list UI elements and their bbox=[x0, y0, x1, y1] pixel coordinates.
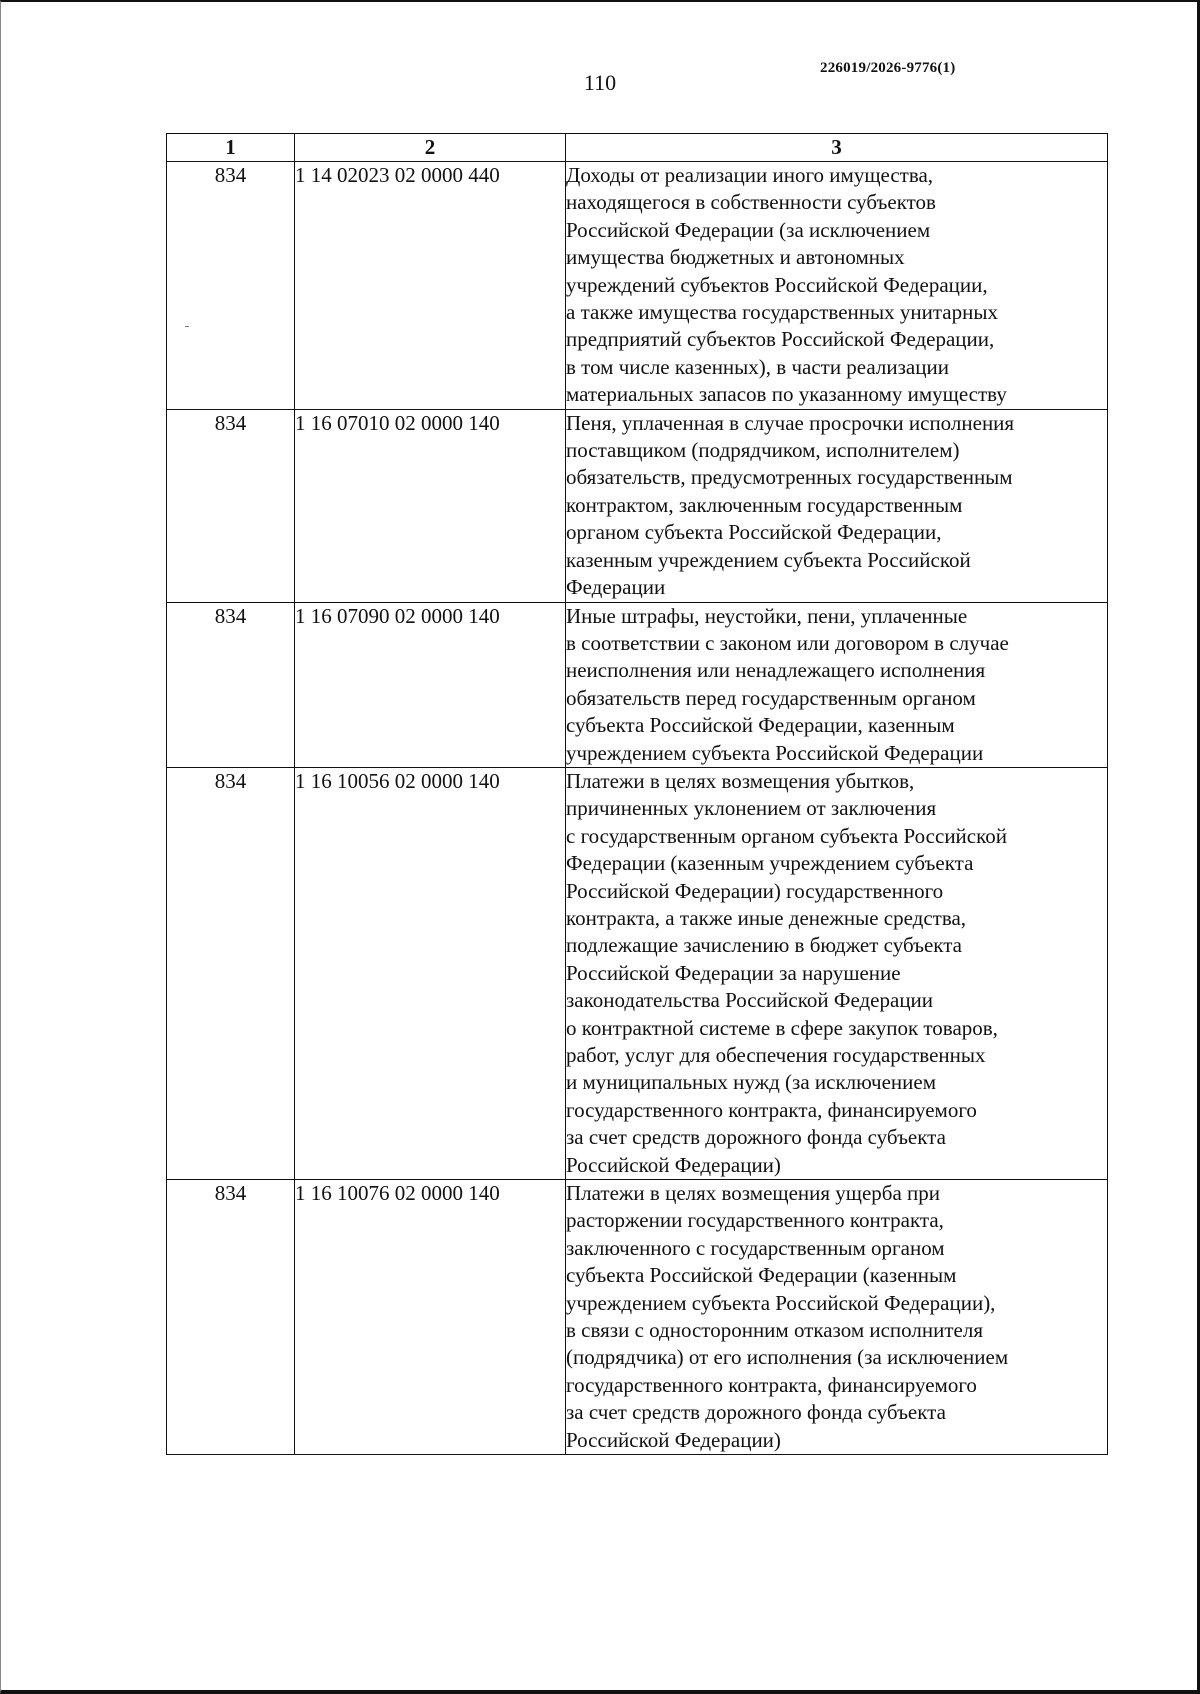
admin-code-cell: 834 bbox=[167, 409, 295, 602]
description-cell: Пеня, уплаченная в случае просрочки исполнения поставщиком (подрядчиком, исполнителем) обязательств, предусмотренных государственным контрактом, заключенным государственным органом субъекта Российской Федерации, казенным учреждением субъекта Российской Федерации bbox=[566, 409, 1108, 602]
admin-code-cell: 834 bbox=[167, 767, 295, 1179]
description-cell: Доходы от реализации иного имущества, находящегося в собственности субъектов Российской Федерации (за исключением имущества бюджетных и автономных учреждений субъектов Российской Федерации, а также имущества государственных унитарных предприятий субъектов Российской Федерации, в том числе казенных), в части реализации материальных запасов по указанному имуществу bbox=[566, 162, 1108, 410]
description-cell: Платежи в целях возмещения ущерба при расторжении государственного контракта, заключенного с государственным органом субъекта Российской Федерации (казенным учреждением субъекта Российской Федерации), в связи с односторонним отказом исполнителя (подрядчика) от его исполнения (за исключением государственного контракта, финансируемого за счет средств дорожного фонда субъекта Российской Федерации) bbox=[566, 1180, 1108, 1455]
page-number: 110 bbox=[583, 70, 617, 95]
description-cell: Иные штрафы, неустойки, пени, уплаченные в соответствии с законом или договором в случае неисполнения или ненадлежащего исполнения обязательств перед государственным органом субъекта Российской Федерации, казенным учреждением субъекта Российской Федерации bbox=[566, 602, 1108, 767]
header-col-1: 1 bbox=[167, 134, 295, 162]
table-row bbox=[167, 409, 1108, 602]
document-reference: 226019/2026-9776(1) bbox=[820, 60, 956, 76]
admin-code-cell: 834 bbox=[167, 162, 295, 410]
table-row bbox=[167, 1180, 1108, 1455]
description-cell: Платежи в целях возмещения убытков, причиненных уклонением от заключения с государственным органом субъекта Российской Федерации (казенным учреждением субъекта Российской Федерации) государственного контракта, а также иные денежные средства, подлежащие зачислению в бюджет субъекта Российской Федерации за нарушение законодательства Российской Федерации о контрактной системе в сфере закупок товаров, работ, услуг для обеспечения государственных и муниципальных нужд (за исключением государственного контракта, финансируемого за счет средств дорожного фонда субъекта Российской Федерации) bbox=[566, 767, 1108, 1179]
income-code-cell: 1 16 10056 02 0000 140 bbox=[295, 767, 566, 1179]
table-row bbox=[167, 767, 1108, 1179]
admin-code-cell: 834 bbox=[167, 1180, 295, 1455]
admin-code-cell: 834 bbox=[167, 602, 295, 767]
header-col-3: 3 bbox=[566, 134, 1108, 162]
header-row bbox=[167, 134, 1108, 162]
table-row bbox=[167, 602, 1108, 767]
income-code-cell: 1 14 02023 02 0000 440 bbox=[295, 162, 566, 410]
table-row bbox=[167, 162, 1108, 410]
income-code-cell: 1 16 10076 02 0000 140 bbox=[295, 1180, 566, 1455]
income-codes-table bbox=[166, 133, 1108, 1455]
header-col-2: 2 bbox=[295, 134, 566, 162]
income-code-cell: 1 16 07090 02 0000 140 bbox=[295, 602, 566, 767]
income-code-cell: 1 16 07010 02 0000 140 bbox=[295, 409, 566, 602]
